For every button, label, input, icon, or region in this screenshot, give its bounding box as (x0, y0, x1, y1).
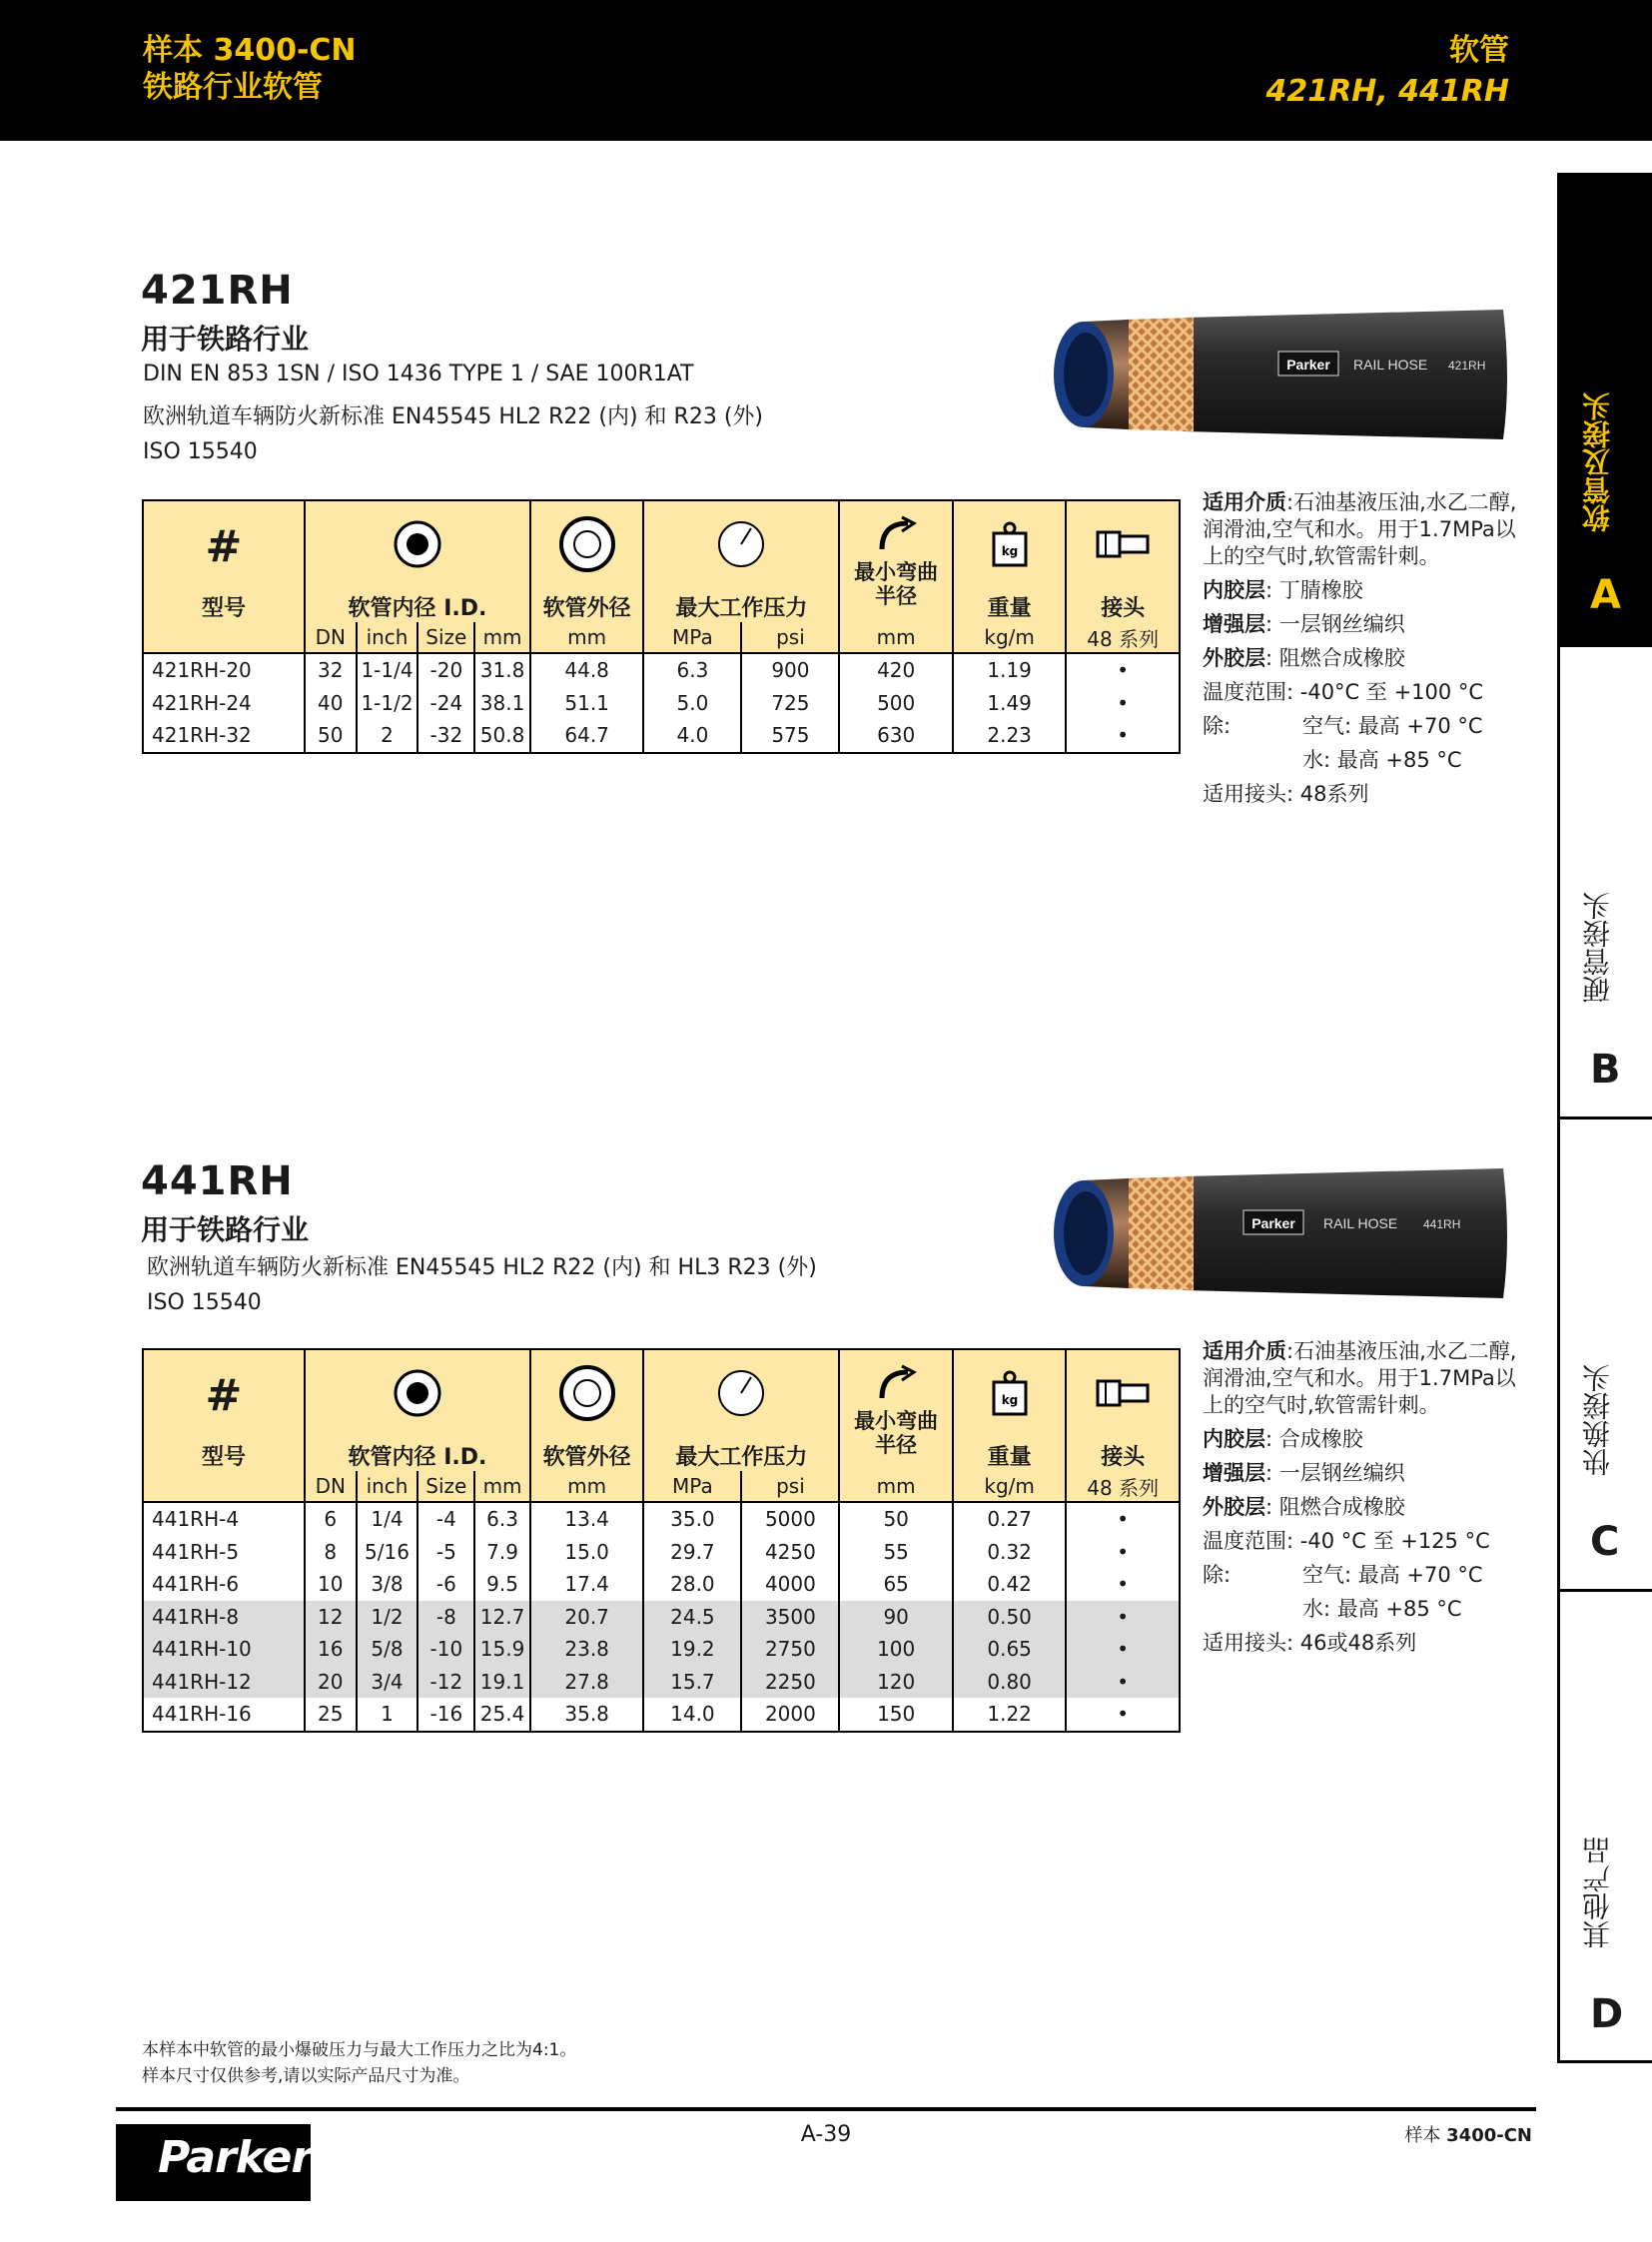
table-cell: 2.23 (953, 719, 1066, 753)
notes-441rh (1203, 1338, 1522, 1660)
table-cell: -24 (417, 687, 474, 720)
footnote-dimensions: 样本尺寸仅供参考,请以实际产品尺寸为准。 (142, 2066, 470, 2086)
table-cell: 55 (839, 1536, 952, 1569)
col-inner-diameter: 软管内径 I.D. (305, 591, 530, 622)
row-model: 441RH-10 (143, 1633, 305, 1666)
table-cell: 6.3 (643, 653, 741, 687)
table-cell: 27.8 (530, 1666, 643, 1699)
catalog-subtitle: 铁路行业软管 (143, 70, 323, 105)
table-cell: 630 (839, 719, 952, 753)
row-model: 441RH-16 (152, 1702, 252, 1727)
note-cover-441rh: 外胶层: 阻燃合成橡胶 (1203, 1495, 1405, 1519)
table-cell: 900 (741, 653, 839, 687)
unit-od-mm: mm (530, 1471, 643, 1502)
table-cell: -4 (417, 1502, 474, 1536)
product-title-441rh: 441RH (141, 1158, 294, 1204)
table-cell: 1-1/4 (357, 653, 418, 687)
outer-diameter-icon (530, 500, 643, 591)
unit-mm: mm (474, 622, 530, 653)
hash-icon: # (143, 500, 305, 591)
table-cell: 50.8 (474, 719, 530, 753)
row-model: 441RH-12 (143, 1666, 305, 1699)
tab-b-letter: B (1590, 1047, 1621, 1093)
table-cell: 16 (305, 1633, 357, 1666)
col-outer-diameter: 软管外径 (530, 1440, 643, 1471)
tab-a-letter: A (1590, 572, 1621, 618)
footer-catalog-number: 3400-CN (1446, 2125, 1532, 2146)
outer-diameter-icon (530, 1349, 643, 1440)
tab-b[interactable] (1557, 647, 1652, 1120)
table-cell: 65 (839, 1568, 952, 1601)
table-cell: 12.7 (474, 1601, 530, 1634)
table-cell: 13.4 (530, 1502, 643, 1536)
note-reinforcement-441rh: 增强层: 一层钢丝编织 (1203, 1461, 1405, 1485)
table-cell: 5/8 (357, 1633, 418, 1666)
table-cell: 3/8 (357, 1568, 418, 1601)
parker-logo-text: Parker (158, 2132, 313, 2183)
table-row (143, 653, 1180, 687)
table-cell: 2 (357, 719, 418, 753)
table-cell: 15.0 (530, 1536, 643, 1569)
hose-rail-text: RAIL HOSE (1353, 357, 1428, 373)
tab-a-label: 软管及接头 (1581, 392, 1614, 532)
hose-image-421rh (1034, 290, 1513, 459)
table-row (143, 1698, 1180, 1732)
section-title: 软管 (1449, 33, 1509, 68)
table-cell: 1 (357, 1698, 418, 1732)
table-cell: • (1066, 1698, 1180, 1732)
table-cell: 31.8 (474, 653, 530, 687)
table-cell: 1.19 (953, 653, 1066, 687)
col-max-pressure: 最大工作压力 (643, 1440, 839, 1471)
unit-size: Size (417, 622, 474, 653)
unit-mm: mm (474, 1471, 530, 1502)
note-media-441rh: 适用介质:石油基液压油,水乙二醇,润滑油,空气和水。用于1.7MPa以上的空气时,软管需针刺。 (1203, 1339, 1517, 1417)
row-model: 441RH-4 (152, 1507, 240, 1532)
note-reinforcement-421rh: 增强层: 一层钢丝编织 (1203, 612, 1405, 636)
table-cell: -12 (417, 1666, 474, 1699)
table-cell: 0.80 (953, 1666, 1066, 1699)
table-cell: -16 (417, 1698, 474, 1732)
table-cell: 6 (305, 1502, 357, 1536)
bend-radius-header (839, 1349, 952, 1471)
unit-mpa: MPa (643, 1471, 741, 1502)
table-cell: 19.2 (643, 1633, 741, 1666)
section-models: 421RH, 441RH (1265, 74, 1509, 109)
standard-line-2-421rh: 欧洲轨道车辆防火新标准 EN45545 HL2 R22 (内) 和 R23 (外) (143, 404, 763, 429)
unit-size: Size (417, 1471, 474, 1502)
table-cell: • (1066, 1536, 1180, 1569)
weight-icon (953, 1349, 1066, 1440)
table-cell: • (1066, 687, 1180, 720)
hose-model-text: 421RH (1448, 359, 1486, 373)
table-cell: 35.0 (643, 1502, 741, 1536)
note-air-441rh: 除: 空气: 最高 +70 °C (1203, 1563, 1483, 1587)
table-cell: 575 (741, 719, 839, 753)
table-cell: 0.42 (953, 1568, 1066, 1601)
unit-dn: DN (305, 1471, 357, 1502)
col-model: 型号 (143, 1440, 305, 1471)
bend-radius-icon (874, 515, 918, 555)
hash-icon: # (143, 1349, 305, 1440)
table-cell: 15.7 (643, 1666, 741, 1699)
note-tube-441rh: 内胶层: 合成橡胶 (1203, 1427, 1363, 1451)
table-cell: 25 (305, 1698, 357, 1732)
pressure-gauge-icon (643, 500, 839, 591)
table-cell: • (1066, 1666, 1180, 1699)
table-cell: 12 (305, 1601, 357, 1634)
table-cell: 23.8 (530, 1633, 643, 1666)
row-model: 421RH-24 (152, 690, 252, 715)
row-model: 441RH-6 (152, 1572, 240, 1597)
tab-d-letter: D (1590, 1991, 1624, 2037)
unit-bend-mm: mm (839, 1471, 952, 1502)
catalog-title: 样本 3400-CN (143, 33, 357, 68)
col-max-pressure: 最大工作压力 (643, 591, 839, 622)
pressure-gauge-icon (643, 1349, 839, 1440)
table-cell: 7.9 (474, 1536, 530, 1569)
table-cell: 38.1 (474, 687, 530, 720)
table-cell: 1.22 (953, 1698, 1066, 1732)
spec-rows-441rh (143, 1502, 1180, 1732)
table-cell: • (1066, 1502, 1180, 1536)
table-cell: 4000 (741, 1568, 839, 1601)
table-cell: 5000 (741, 1502, 839, 1536)
unit-psi: psi (741, 622, 839, 653)
col-weight: 重量 (953, 591, 1066, 622)
col-inner-diameter: 软管内径 I.D. (305, 1440, 530, 1471)
table-cell: 420 (839, 653, 952, 687)
note-water-441rh: 水: 最高 +85 °C (1302, 1597, 1462, 1621)
fitting-icon (1066, 1349, 1180, 1440)
table-cell: 0.65 (953, 1633, 1066, 1666)
table-cell: 32 (305, 653, 357, 687)
table-cell: 50 (305, 719, 357, 753)
unit-series: 48 系列 (1066, 1471, 1180, 1502)
table-cell: 14.0 (643, 1698, 741, 1732)
table-row (143, 1568, 1180, 1601)
table-cell: 120 (839, 1666, 952, 1699)
hose-brand-text: Parker (1286, 357, 1330, 373)
note-temp-421rh: 温度范围: -40°C 至 +100 °C (1203, 680, 1484, 704)
table-cell: -8 (417, 1601, 474, 1634)
spec-table-421rh (142, 499, 1181, 754)
unit-kgm: kg/m (953, 622, 1066, 653)
fitting-icon (1066, 500, 1180, 591)
note-media-421rh: 适用介质:石油基液压油,水乙二醇,润滑油,空气和水。用于1.7MPa以上的空气时,软管需针刺。 (1203, 490, 1517, 568)
table-row (143, 719, 1180, 753)
note-fittings-421rh: 适用接头: 48系列 (1203, 782, 1369, 806)
standard-line-2-441rh: ISO 15540 (147, 1290, 262, 1315)
table-cell: 2250 (741, 1666, 839, 1699)
table-cell: -5 (417, 1536, 474, 1569)
table-cell: 35.8 (530, 1698, 643, 1732)
tab-d[interactable] (1557, 1592, 1652, 2063)
page-number: A-39 (800, 2122, 852, 2147)
table-cell: 90 (839, 1601, 952, 1634)
svg-text:kg: kg (1001, 1392, 1018, 1407)
note-air-421rh: 除: 空气: 最高 +70 °C (1203, 714, 1483, 738)
tab-c-label: 快换接头 (1581, 1364, 1614, 1476)
table-cell: 28.0 (643, 1568, 741, 1601)
table-cell: -32 (417, 719, 474, 753)
unit-od-mm: mm (530, 622, 643, 653)
table-cell: 3500 (741, 1601, 839, 1634)
bend-radius-icon (874, 1364, 918, 1404)
table-row (143, 687, 1180, 720)
table-cell: 100 (839, 1633, 952, 1666)
col-fitting: 接头 (1066, 1440, 1180, 1471)
spec-table-441rh (142, 1348, 1181, 1733)
table-cell: 5/16 (357, 1536, 418, 1569)
table-row (143, 1666, 1180, 1699)
table-cell: 0.27 (953, 1502, 1066, 1536)
unit-bend-mm: mm (839, 622, 952, 653)
bend-radius-label: 最小弯曲半径 (854, 1409, 939, 1457)
table-cell: 20.7 (530, 1601, 643, 1634)
row-model: 421RH-20 (152, 658, 252, 683)
table-cell: • (1066, 1568, 1180, 1601)
table-cell: 20 (305, 1666, 357, 1699)
table-cell: 8 (305, 1536, 357, 1569)
col-fitting: 接头 (1066, 591, 1180, 622)
table-cell: 1-1/2 (357, 687, 418, 720)
table-cell: 64.7 (530, 719, 643, 753)
footer-rule (116, 2107, 1536, 2111)
col-weight: 重量 (953, 1440, 1066, 1471)
table-cell: -6 (417, 1568, 474, 1601)
table-cell: 25.4 (474, 1698, 530, 1732)
table-cell: -10 (417, 1633, 474, 1666)
table-cell: 40 (305, 687, 357, 720)
svg-text:kg: kg (1001, 543, 1018, 558)
standard-line-1-421rh: DIN EN 853 1SN / ISO 1436 TYPE 1 / SAE 100R1AT (143, 362, 694, 386)
table-cell: 50 (839, 1502, 952, 1536)
inner-diameter-icon (305, 500, 530, 591)
table-cell: 15.9 (474, 1633, 530, 1666)
table-cell: 51.1 (530, 687, 643, 720)
table-cell: 24.5 (643, 1601, 741, 1634)
product-subtitle-421rh: 用于铁路行业 (141, 323, 310, 356)
note-temp-441rh: 温度范围: -40 °C 至 +125 °C (1203, 1529, 1490, 1553)
hose-rail-text: RAIL HOSE (1323, 1215, 1398, 1231)
table-row (143, 1633, 1180, 1666)
col-outer-diameter: 软管外径 (530, 591, 643, 622)
weight-icon (953, 500, 1066, 591)
table-cell: • (1066, 1633, 1180, 1666)
table-cell: 0.50 (953, 1601, 1066, 1634)
page-header (0, 0, 1652, 141)
table-cell: 9.5 (474, 1568, 530, 1601)
tab-c[interactable] (1557, 1120, 1652, 1592)
table-cell: • (1066, 653, 1180, 687)
row-model: 421RH-32 (152, 723, 252, 748)
table-cell: 29.7 (643, 1536, 741, 1569)
table-row (143, 1502, 1180, 1536)
col-model: 型号 (143, 591, 305, 622)
unit-inch: inch (357, 622, 418, 653)
table-cell: • (1066, 719, 1180, 753)
bend-radius-label: 最小弯曲半径 (854, 560, 939, 608)
table-cell: 500 (839, 687, 952, 720)
table-cell: • (1066, 1601, 1180, 1634)
spec-rows-421rh (143, 653, 1180, 753)
table-cell: 10 (305, 1568, 357, 1601)
table-cell: 1/2 (357, 1601, 418, 1634)
table-cell: 17.4 (530, 1568, 643, 1601)
inner-diameter-icon (305, 1349, 530, 1440)
table-cell: -20 (417, 653, 474, 687)
standard-line-1-441rh: 欧洲轨道车辆防火新标准 EN45545 HL2 R22 (内) 和 HL3 R23 (外) (147, 1255, 817, 1280)
table-cell: 6.3 (474, 1502, 530, 1536)
hose-brand-text: Parker (1251, 1215, 1295, 1231)
tab-d-label: 其他产品 (1581, 1837, 1614, 1948)
product-subtitle-441rh: 用于铁路行业 (141, 1213, 310, 1246)
table-cell: 3/4 (357, 1666, 418, 1699)
unit-series: 48 系列 (1066, 622, 1180, 653)
unit-mpa: MPa (643, 622, 741, 653)
standard-line-3-421rh: ISO 15540 (143, 439, 258, 464)
table-cell: 150 (839, 1698, 952, 1732)
unit-kgm: kg/m (953, 1471, 1066, 1502)
tab-b-label: 硬管接头 (1581, 892, 1614, 1004)
table-cell: 725 (741, 687, 839, 720)
row-model: 441RH-5 (152, 1539, 240, 1564)
note-tube-421rh: 内胶层: 丁腈橡胶 (1203, 578, 1363, 602)
note-fittings-441rh: 适用接头: 46或48系列 (1203, 1631, 1417, 1655)
footer-catalog-prefix: 样本 (1404, 2125, 1441, 2146)
unit-psi: psi (741, 1471, 839, 1502)
table-cell: 2750 (741, 1633, 839, 1666)
hose-image-441rh (1034, 1148, 1513, 1318)
product-title-421rh: 421RH (141, 268, 294, 314)
table-row (143, 1536, 1180, 1569)
table-cell: 0.32 (953, 1536, 1066, 1569)
table-row (143, 1601, 1180, 1634)
hose-model-text: 441RH (1423, 1217, 1461, 1231)
footnote-burst-ratio: 本样本中软管的最小爆破压力与最大工作压力之比为4:1。 (142, 2040, 577, 2060)
notes-421rh (1203, 489, 1522, 811)
table-cell: 2000 (741, 1698, 839, 1732)
table-cell: 4250 (741, 1536, 839, 1569)
note-water-421rh: 水: 最高 +85 °C (1302, 748, 1462, 772)
bend-radius-header (839, 500, 952, 622)
unit-dn: DN (305, 622, 357, 653)
table-cell: 19.1 (474, 1666, 530, 1699)
table-cell: 1/4 (357, 1502, 418, 1536)
table-cell: 5.0 (643, 687, 741, 720)
footer-catalog (1404, 2121, 1532, 2147)
unit-inch: inch (357, 1471, 418, 1502)
note-cover-421rh: 外胶层: 阻燃合成橡胶 (1203, 646, 1405, 670)
tab-c-letter: C (1590, 1519, 1620, 1565)
table-cell: 4.0 (643, 719, 741, 753)
table-cell: 44.8 (530, 653, 643, 687)
table-cell: 1.49 (953, 687, 1066, 720)
row-model: 441RH-8 (143, 1601, 305, 1634)
tab-a[interactable] (1557, 173, 1652, 650)
